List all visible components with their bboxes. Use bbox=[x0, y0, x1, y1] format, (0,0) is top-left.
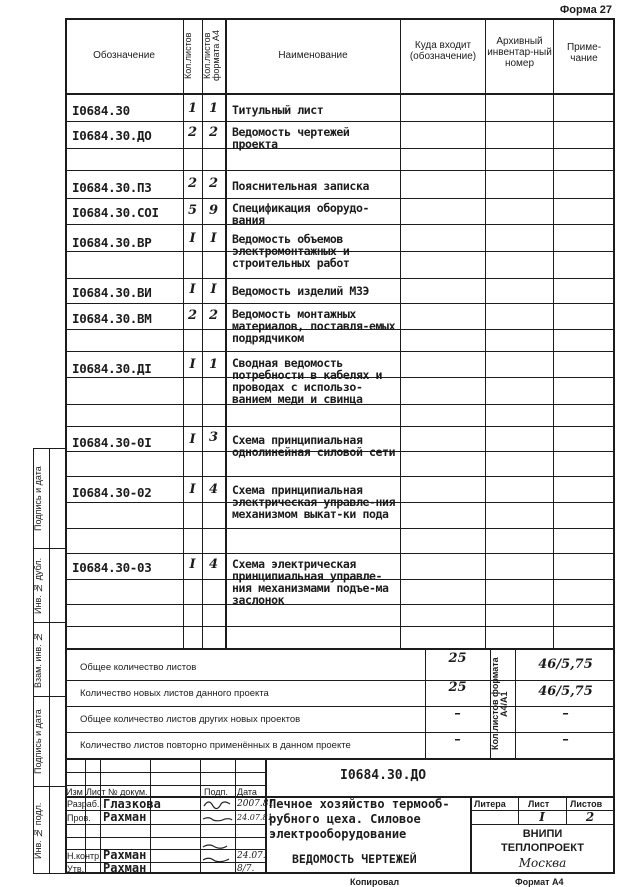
row-a4: 3 bbox=[208, 430, 219, 445]
col-izm: Изм bbox=[66, 787, 83, 797]
header-designation: Обозначение bbox=[93, 50, 155, 61]
col-list: Лист bbox=[86, 787, 106, 797]
litera-label: Литера bbox=[474, 799, 506, 809]
total-sheets-label: Общее количество листов bbox=[80, 662, 197, 673]
row-designation: I0684.30.ДО bbox=[72, 128, 152, 143]
row-a4: 4 bbox=[208, 557, 219, 572]
project-title: Печное хозяйство термооб-рубного цеха. Силовое электрооборудование bbox=[269, 797, 450, 841]
row-name: Схема электрическая принципиальная управле-ния механизмами подъе-ма заслонок bbox=[232, 557, 389, 607]
role-name: Рахман bbox=[103, 810, 147, 824]
row-sheets: I bbox=[189, 482, 196, 497]
row-sheets: 5 bbox=[187, 203, 198, 218]
row-a4: 2 bbox=[208, 176, 219, 191]
row-sheets: I bbox=[189, 432, 196, 447]
other-projects-a4-value: – bbox=[562, 706, 569, 721]
litera-value: I bbox=[539, 810, 545, 824]
footer-copied: Копировал bbox=[350, 877, 400, 887]
col-doc: № докум. bbox=[108, 787, 148, 797]
sheets-value: 2 bbox=[585, 810, 595, 824]
role-name: Рахман bbox=[103, 861, 147, 875]
row-sheets: 2 bbox=[187, 176, 198, 191]
role-label: Пров. bbox=[67, 813, 91, 823]
sheets-label: Листов bbox=[570, 799, 603, 809]
reused-sheets-a4-value: – bbox=[562, 732, 569, 747]
row-name: Спецификация оборудо-вания bbox=[232, 201, 369, 227]
row-a4: 4 bbox=[208, 482, 219, 497]
row-name: Сводная ведомость потребности в кабелях и проводах с использо-ванием меди и свинца bbox=[232, 356, 383, 406]
new-a4-value: 46/5,75 bbox=[538, 684, 593, 699]
role-label: Утв. bbox=[67, 864, 85, 874]
row-sheets: 2 bbox=[187, 308, 198, 323]
signature-marks bbox=[200, 797, 235, 873]
row-designation: I0684.30.ВМ bbox=[72, 311, 152, 326]
header-sheets-a4: Кол.листов формата А4 bbox=[202, 30, 221, 82]
org-line-1: ВНИПИ bbox=[522, 828, 563, 840]
form-label: Форма 27 bbox=[559, 4, 612, 16]
role-label: Разраб. bbox=[67, 799, 100, 809]
row-designation: I0684.30.ВИ bbox=[72, 285, 152, 300]
margin-sign-date-1: Подпись и дата bbox=[33, 466, 43, 532]
header-name: Наименование bbox=[278, 50, 348, 61]
row-designation: I0684.30 bbox=[72, 103, 130, 118]
row-name: Пояснительная записка bbox=[232, 179, 369, 193]
row-sheets: I bbox=[189, 282, 196, 297]
row-name: Титульный лист bbox=[232, 103, 324, 117]
total-a4-value: 46/5,75 bbox=[538, 657, 593, 672]
row-sheets: 1 bbox=[187, 101, 198, 116]
row-designation: I0684.30-0I bbox=[72, 435, 152, 450]
row-a4: I bbox=[210, 282, 217, 297]
header-note: Приме-чание bbox=[566, 42, 602, 64]
row-a4: 2 bbox=[208, 308, 219, 323]
city: Москва bbox=[518, 856, 567, 870]
reused-sheets-label: Количество листов повторно применённых в данном проекте bbox=[80, 740, 351, 751]
row-a4: 9 bbox=[208, 203, 219, 218]
row-a4: 1 bbox=[208, 101, 219, 116]
row-designation: I0684.30-03 bbox=[72, 560, 152, 575]
a4-a1-column-label: Кол.листов формата А4/А1 bbox=[490, 657, 509, 751]
row-designation: I0684.30-02 bbox=[72, 485, 152, 500]
role-name: Глазкова bbox=[103, 797, 161, 811]
other-projects-value: – bbox=[454, 706, 461, 721]
row-sheets: I bbox=[189, 557, 196, 572]
row-a4: I bbox=[210, 231, 217, 246]
new-sheets-label: Количество новых листов данного проекта bbox=[80, 688, 269, 699]
row-name: Ведомость изделий МЗЭ bbox=[232, 284, 369, 298]
doc-code: I0684.30.ДО bbox=[340, 768, 427, 783]
margin-inv-podl: Инв. № подл. bbox=[33, 802, 43, 860]
row-sheets: 2 bbox=[187, 125, 198, 140]
row-designation: I0684.30.СОI bbox=[72, 205, 159, 220]
role-date: 24.07. bbox=[237, 851, 266, 861]
row-sheets: I bbox=[189, 231, 196, 246]
role-label: Н.контр. bbox=[67, 851, 102, 861]
col-sign: Подп. bbox=[204, 787, 228, 797]
org-line-2: ТЕПЛОПРОЕКТ bbox=[501, 842, 584, 854]
role-name: Рахман bbox=[103, 848, 147, 862]
new-sheets-value: 25 bbox=[448, 680, 467, 695]
other-projects-label: Общее количество листов других новых проектов bbox=[80, 714, 301, 725]
header-archive-number: Архивный инвентар-ный номер bbox=[487, 36, 552, 69]
row-a4: 1 bbox=[208, 357, 219, 372]
sheet-title: ВЕДОМОСТЬ ЧЕРТЕЖЕЙ bbox=[292, 852, 417, 866]
row-sheets: I bbox=[189, 357, 196, 372]
row-designation: I0684.30.ДI bbox=[72, 361, 152, 376]
footer-format: Формат А4 bbox=[515, 877, 564, 887]
row-designation: I0684.30.ВР bbox=[72, 235, 152, 250]
reused-sheets-value: – bbox=[454, 732, 461, 747]
row-name: Ведомость чертежей проекта bbox=[232, 125, 350, 151]
total-sheets-value: 25 bbox=[448, 651, 467, 666]
margin-inv-dubl: Инв. № дубл. bbox=[33, 557, 43, 615]
role-date: 2007.81 bbox=[237, 799, 275, 809]
row-a4: 2 bbox=[208, 125, 219, 140]
margin-sign-date-2: Подпись и дата bbox=[33, 709, 43, 775]
row-name: Ведомость объемов электромонтажных и строительных работ bbox=[232, 232, 350, 270]
row-name: Ведомость монтажных материалов, поставля-емых подрядчиком bbox=[232, 307, 396, 345]
role-date: 8/7. bbox=[237, 864, 255, 874]
sheet-label: Лист bbox=[528, 799, 550, 809]
row-name: Схема принципиальная электрическая управле-ния механизмом выкат-ки пода bbox=[232, 483, 396, 521]
header-where-included: Куда входит (обозначение) bbox=[409, 40, 477, 62]
col-date: Дата bbox=[237, 787, 257, 797]
header-sheets-count: Кол.листов bbox=[183, 32, 193, 80]
row-name: Схема принципиальная однолинейная силовой сети bbox=[232, 433, 396, 459]
role-date: 24.07.81 bbox=[237, 813, 273, 822]
margin-vzam-inv: Взам. инв. № bbox=[33, 631, 43, 688]
row-designation: I0684.30.ПЗ bbox=[72, 180, 152, 195]
